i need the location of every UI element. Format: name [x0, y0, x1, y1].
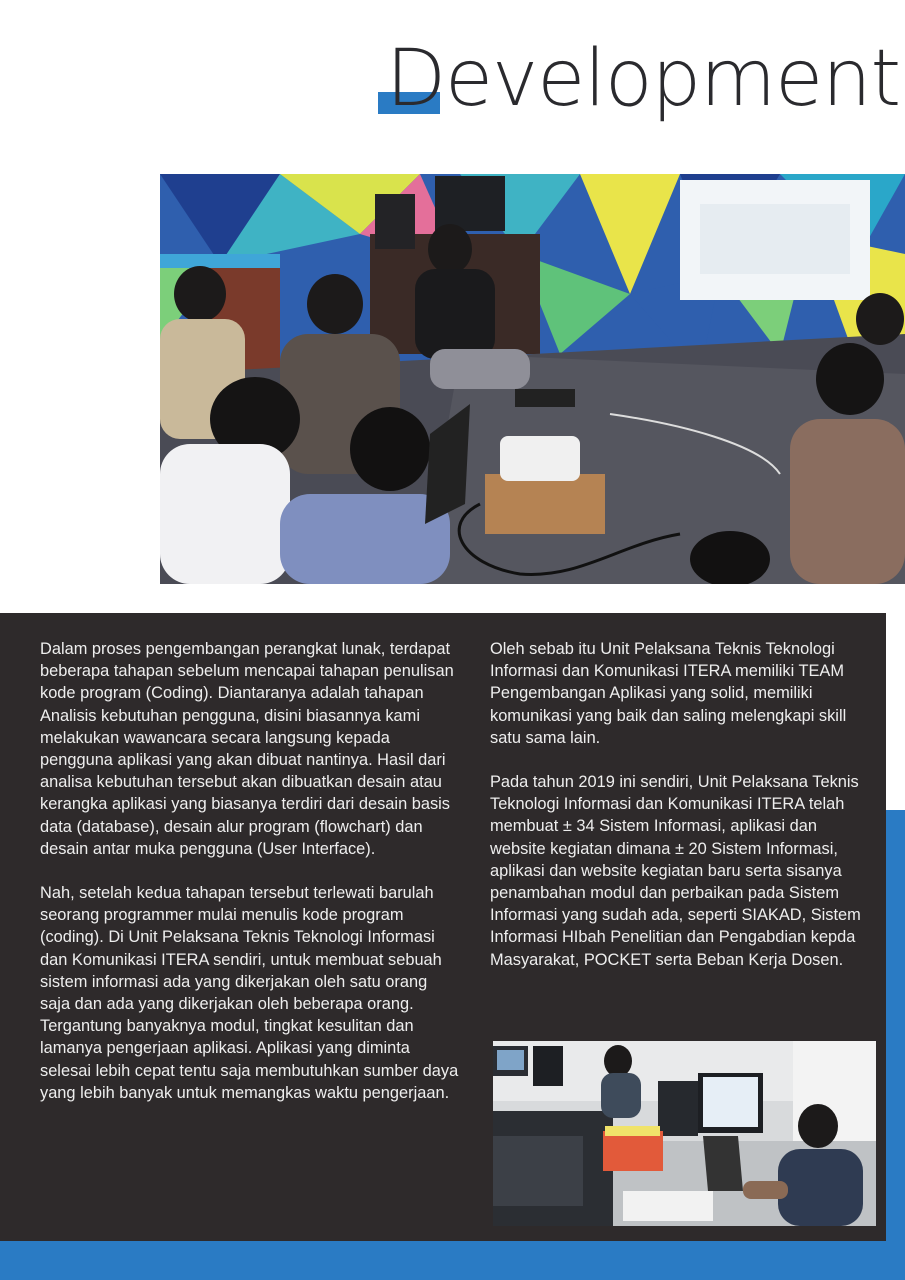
paragraph: Nah, setelah kedua tahapan tersebut terlewati barulah seorang programmer mulai menulis kode program (coding). Di Unit Pelaksana Teknis Teknologi Informasi dan Komunikasi ITERA sendiri, untuk membuat sebuah sistem informasi ada yang dikerjakan oleh satu orang saja dan ada yang dikerjakan oleh beberapa orang. Tergantung banyaknya modul, tingkat kesulitan dan lamanya pengerjaan aplikasi. Aplikasi yang diminta selesai lebih cepat tentu saja membutuhkan sumber daya yang lebih banyak untuk memangkas waktu pengerjaan. [40, 884, 459, 1102]
team-meeting-photo [160, 174, 905, 584]
blue-footer-bar [0, 1241, 905, 1280]
paragraph: Pada tahun 2019 ini sendiri, Unit Pelaksana Teknis Teknologi Informasi dan Komunikasi ITERA telah membuat ± 34 Sistem Informasi, aplikasi dan website kegiatan dimana ± 20 Sistem Informasi, aplikasi dan website kegiatan baru serta sisanya penambahan modul dan perbaikan pada Sistem Informasi yang sudah ada, seperti SIAKAD, Sistem Informasi HIbah Penelitian dan Pengabdian kepda Masyarakat, POCKET serta Beban Kerja Dosen. [490, 773, 861, 969]
page-title: Development [386, 34, 901, 124]
paragraph: Oleh sebab itu Unit Pelaksana Teknis Teknologi Informasi dan Komunikasi ITERA memiliki TEAM Pengembangan Aplikasi yang solid, memiliki komunikasi yang baik dan saling melengkapi skill satu sama lain. [490, 640, 847, 747]
right-column [490, 638, 868, 993]
blue-accent-right [886, 810, 905, 1280]
left-column [40, 638, 460, 1126]
paragraph: Dalam proses pengembangan perangkat lunak, terdapat beberapa tahapan sebelum mencapai tahapan penulisan kode program (Coding). Diantaranya adalah tahapan Analisis kebutuhan pengguna, disini biasannya kami melakukan wawancara secara langsung kepada pengguna aplikasi yang akan dibuat nantinya. Hasil dari analisa kebutuhan tersebut akan dibuatkan desain atau kerangka aplikasi yang biasanya terdiri dari desain basis data (database), desain alur program (flowchart) dan desain antar muka pengguna (User Interface). [40, 640, 454, 858]
page-header [378, 28, 901, 138]
office-workstations-photo [493, 1041, 876, 1226]
